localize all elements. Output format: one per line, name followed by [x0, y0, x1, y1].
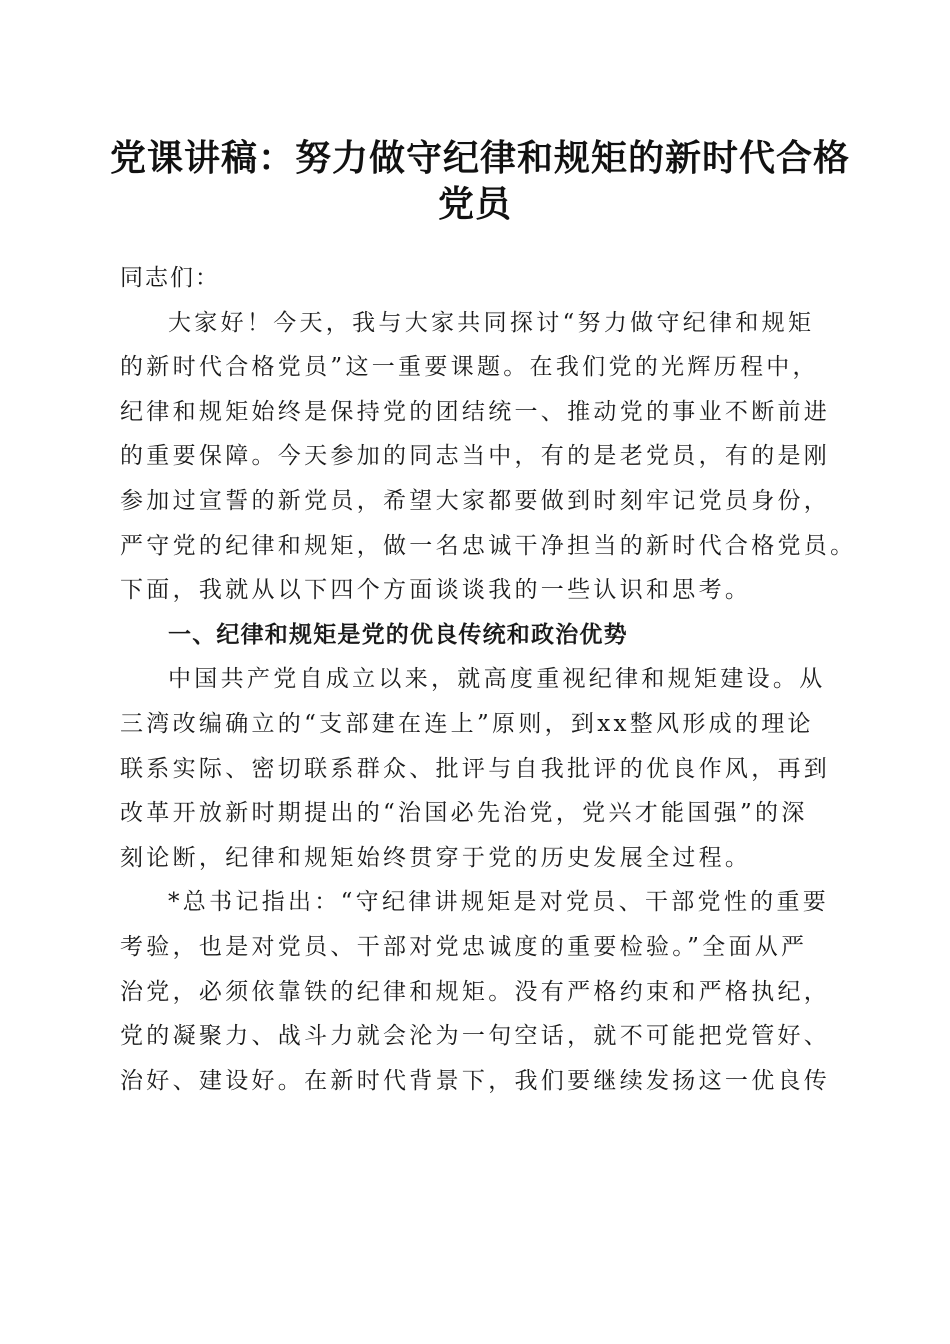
paragraph-line: 纪律和规矩始终是保持党的团结统一、推动党的事业不断前进 — [120, 398, 831, 425]
section-heading: 一、纪律和规矩是党的优良传统和政治优势 — [168, 621, 628, 648]
paragraph-line: 治党，必须依靠铁的纪律和规矩。没有严格约束和严格执纪， — [120, 978, 831, 1005]
section-paragraph-history — [120, 657, 850, 880]
paragraph-line: 参加过宣誓的新党员，希望大家都要做到时刻牢记党员身份， — [120, 487, 831, 514]
section-paragraph-quote — [120, 880, 850, 1103]
title-line-2: 党员 — [437, 184, 512, 225]
paragraph-line: 三湾改编确立的“支部建在连上”原则，到xx整风形成的理论 — [120, 710, 814, 737]
paragraph-line: 刻论断，纪律和规矩始终贯穿于党的历史发展全过程。 — [120, 844, 752, 871]
paragraph-line: 的新时代合格党员”这一重要课题。在我们党的光辉历程中， — [120, 354, 819, 381]
paragraph-line: 治好、建设好。在新时代背景下，我们要继续发扬这一优良传 — [120, 1067, 831, 1094]
paragraph-line: 改革开放新时期提出的“治国必先治党，党兴才能国强”的深 — [120, 800, 808, 827]
paragraph-line: *总书记指出：“守纪律讲规矩是对党员、干部党性的重要 — [168, 889, 830, 916]
document-title — [110, 136, 851, 228]
document-body — [120, 256, 857, 1103]
paragraph-line: 考验，也是对党员、干部对党忠诚度的重要检验。”全面从严 — [120, 933, 808, 960]
paragraph-line: 下面，我就从以下四个方面谈谈我的一些认识和思考。 — [120, 577, 752, 604]
paragraph-line: 大家好！今天，我与大家共同探讨“努力做守纪律和规矩 — [168, 309, 815, 336]
title-line-1: 党课讲稿：努力做守纪律和规矩的新时代合格 — [110, 138, 851, 179]
intro-paragraph — [120, 301, 857, 613]
paragraph-line: 党的凝聚力、战斗力就会沦为一句空话，就不可能把党管好、 — [120, 1023, 831, 1050]
paragraph-line: 严守党的纪律和规矩，做一名忠诚干净担当的新时代合格党员。 — [120, 532, 857, 559]
salutation: 同志们： — [120, 265, 220, 291]
paragraph-line: 的重要保障。今天参加的同志当中，有的是老党员，有的是刚 — [120, 443, 831, 470]
paragraph-line: 联系实际、密切联系群众、批评与自我批评的优良作风，再到 — [120, 755, 831, 782]
paragraph-line: 中国共产党自成立以来，就高度重视纪律和规矩建设。从 — [168, 666, 826, 693]
